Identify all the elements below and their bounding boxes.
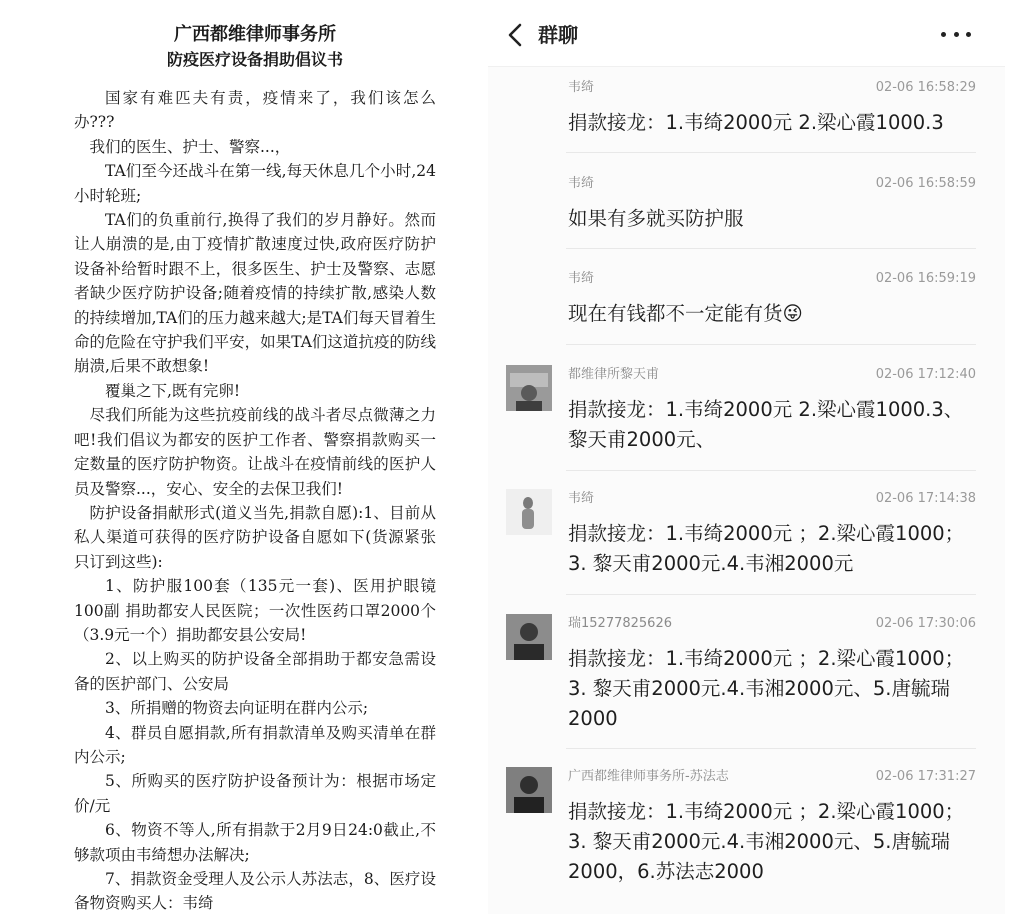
message-sender: 韦绮: [568, 176, 595, 191]
avatar[interactable]: [506, 365, 552, 411]
message-sender: 都维律所黎天甫: [568, 367, 660, 382]
message-sender: 瑞15277825626: [568, 616, 672, 631]
message-text: 捐款接龙：1.韦绮2000元 2.梁心霞1000.3、黎天甫2000元、: [568, 398, 964, 451]
more-dots-icon[interactable]: [941, 22, 971, 46]
message-text: 捐款接龙：1.韦绮2000元 ；2.梁心霞1000；3. 黎天甫2000元.4.韦湘2000元、5.唐毓瑞2000，6.苏法志2000: [568, 800, 965, 883]
doc-paragraph: 1、防护服100套（135元一套)、医用护眼镜100副 捐助都安人民医院；一次性医药口罩2000个（3.9元一个）捐助都安县公安局!: [74, 577, 436, 644]
message-divider: [566, 748, 976, 749]
doc-paragraph: 4、群员自愿捐款,所有捐款清单及购买清单在群内公示;: [74, 723, 436, 766]
doc-paragraph: 7、捐款资金受理人及公示人苏法志，8、医疗设备物资购买人：韦绮: [74, 870, 436, 913]
document-subtitle: 防疫医疗设备捐助倡议书: [166, 50, 343, 69]
avatar[interactable]: [506, 614, 552, 660]
chat-title: 群聊: [538, 23, 578, 47]
avatar[interactable]: [506, 489, 552, 535]
message-text: 捐款接龙：1.韦绮2000元 ；2.梁心霞1000；3. 黎天甫2000元.4.韦湘2000元、5.唐毓瑞2000: [568, 647, 965, 730]
message-text: 捐款接龙：1.韦绮2000元 ；2.梁心霞1000；3. 黎天甫2000元.4.韦湘2000元: [568, 522, 965, 575]
message-divider: [566, 594, 976, 595]
message-divider: [566, 152, 976, 153]
proposal-document: [74, 22, 436, 916]
doc-paragraph: 覆巢之下,既有完卵!: [105, 381, 241, 400]
doc-paragraph: 我们的医生、护士、警察...，: [89, 137, 291, 156]
message-sender: 韦绮: [568, 80, 595, 95]
group-chat-panel: [488, 0, 1005, 914]
message-sender: 韦绮: [568, 271, 595, 286]
doc-paragraph: 尽我们所能为这些抗疫前线的战斗者尽点微薄之力吧!我们倡议为都安的医护工作者、警察捐款购买一定数量的医疗防护物资。让战斗在疫情前线的医护人员及警察...，安心、安全的去保卫我们!: [74, 406, 436, 498]
message-time: 02-06 17:30:06: [875, 616, 976, 631]
message-time: 02-06 16:58:59: [875, 176, 976, 191]
message-time: 02-06 17:14:38: [875, 491, 976, 506]
message-sender: 广西都维律师事务所-苏法志: [568, 769, 729, 784]
doc-paragraph: 5、所购买的医疗防护设备预计为：根据市场定价/元: [74, 772, 436, 815]
message-divider: [566, 248, 976, 249]
message-text: 现在有钱都不一定能有货😜: [568, 302, 803, 325]
document-title: 广西都维律师事务所: [174, 24, 336, 45]
message-time: 02-06 17:12:40: [875, 367, 976, 382]
message-text: 捐款接龙：1.韦绮2000元 2.梁心霞1000.3: [568, 111, 944, 134]
message-sender: 韦绮: [568, 491, 595, 506]
message-divider: [566, 344, 976, 345]
doc-paragraph: TA们的负重前行,换得了我们的岁月静好。然而让人崩溃的是,由丁疫情扩散速度过快,政府医疗防护设备补给暂时跟不上，很多医生、护士及警察、志愿者缺少医疗防护设备;随着疫情的持续扩散,感染人数的持续增加,TA们的压力越来越大;是TA们每天冒着生命的危险在守护我们平安，如果TA们这道抗疫的防线崩溃,后果不敢想象!: [74, 211, 436, 376]
avatar[interactable]: [506, 767, 552, 813]
chat-header: [488, 0, 1005, 67]
message-text: 如果有多就买防护服: [568, 207, 744, 230]
doc-paragraph: 防护设备捐献形式(道义当先,捐款自愿):1、目前从私人渠道可获得的医疗防护设备自愿如下(货源紧张只订到这些):: [74, 503, 436, 571]
message-time: 02-06 17:31:27: [875, 769, 976, 784]
document-body: [74, 86, 436, 916]
message-time: 02-06 16:59:19: [875, 271, 976, 286]
doc-paragraph: 国家有难匹夫有责，疫情来了，我们该怎么办???: [74, 89, 436, 132]
doc-paragraph: 3、所捐赠的物资去向证明在群内公示;: [105, 699, 369, 718]
message-time: 02-06 16:58:29: [875, 80, 976, 95]
chevron-left-icon[interactable]: [502, 20, 528, 50]
doc-paragraph: 6、物资不等人,所有捐款于2月9日24:0截止,不够款项由韦绮想办法解决;: [74, 821, 436, 864]
doc-paragraph: 2、以上购买的防护设备全部捐助于都安急需设备的医护部门、公安局: [74, 650, 436, 693]
message-divider: [566, 470, 976, 471]
doc-paragraph: TA们至今还战斗在第一线,每天休息几个小时,24小时轮班;: [74, 162, 436, 205]
